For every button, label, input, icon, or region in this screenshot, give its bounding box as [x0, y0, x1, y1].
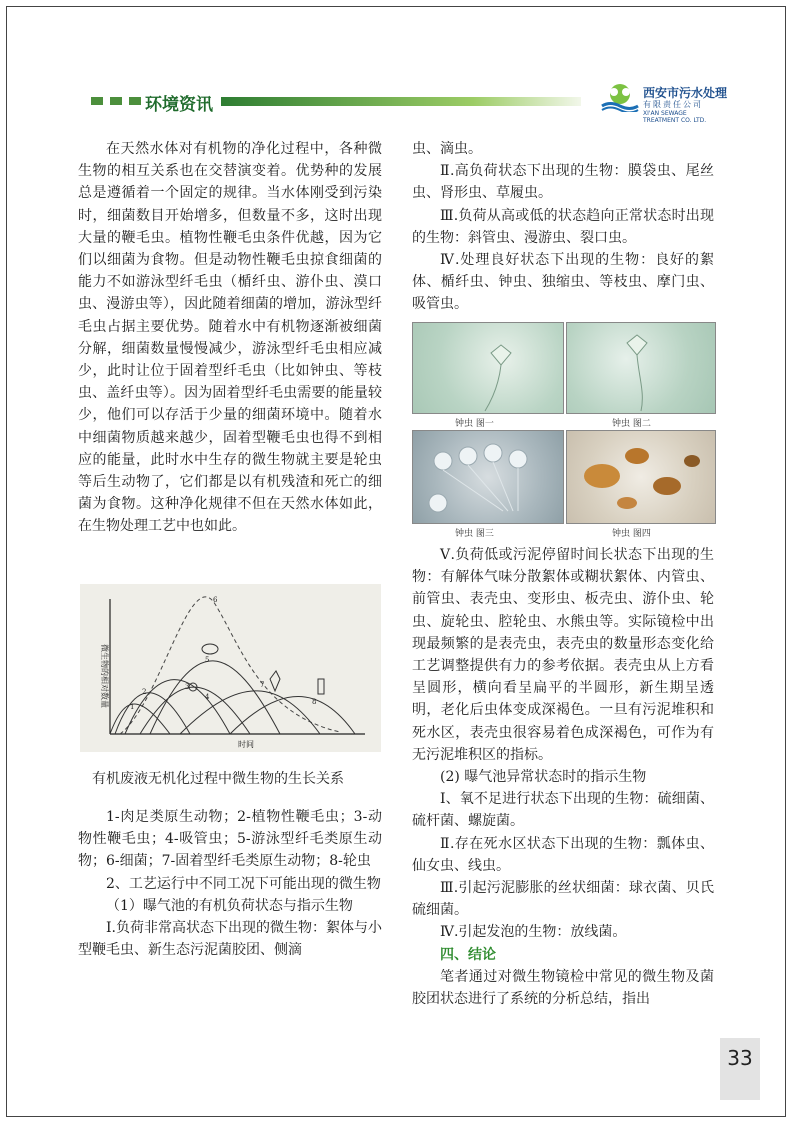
figure-legend: 1-肉足类原生动物；2-植物性鞭毛虫；3-动物性鞭毛虫；4-吸管虫；5-游泳型纤毛类原生动物；6-细菌；7-固着型纤毛类原生动物；8-轮虫	[78, 809, 382, 870]
vorticella-colony-icon	[413, 431, 563, 523]
vorticella-icon	[567, 323, 715, 413]
abnormal-item-2: Ⅱ.存在死水区状态下出现的生物：瓢体虫、仙女虫、线虫。	[412, 835, 714, 874]
section-title: 环境资讯	[145, 95, 213, 115]
abnormal-item-1: Ⅰ、氧不足进行状态下出现的生物：硫细菌、硫杆菌、螺旋菌。	[412, 791, 714, 830]
logo-en-line2: TREATMENT CO. LTD.	[643, 117, 707, 124]
curve-label: 2	[142, 688, 147, 696]
x-axis-label: 时间	[238, 740, 254, 749]
curve-label: 7	[260, 681, 265, 689]
chart-background	[80, 584, 381, 752]
continued-text: 虫、滴虫。	[412, 141, 482, 157]
logo-name-cn2: 有限责任公司	[643, 100, 703, 109]
load-item-3: Ⅲ.负荷从高或低的状态趋向正常状态时出现的生物：斜管虫、漫游虫、裂口虫。	[412, 207, 714, 246]
header-square-icon	[110, 97, 122, 105]
right-column-top	[412, 138, 714, 316]
curve-label: 1	[130, 703, 135, 711]
curve-label: 8	[312, 698, 317, 706]
abnormal-item-3: Ⅲ.引起污泥膨胀的丝状细菌：球衣菌、贝氏硫细菌。	[412, 880, 714, 919]
section-heading-4: 四、结论	[440, 946, 496, 963]
load-item-4: Ⅳ.处理良好状态下出现的生物：良好的絮体、楯纤虫、钟虫、独缩虫、等枝虫、摩门虫、吸管虫。	[412, 252, 714, 313]
right-column-bottom	[412, 544, 714, 1010]
paragraph-intro: 在天然水体对有机物的净化过程中，各种微生物的相互关系也在交替演变着。优势种的发展总是遵循着一个固定的规律。当水体刚受到污染时，细菌数目开始增多，但数量不多，这时出现大量的鞭毛虫。植物性鞭毛虫条件优越，因为它们以细菌为食物。但是动物性鞭毛虫掠食细菌的能力不如游泳型纤毛虫（楯纤虫、游仆虫、漠口虫、漫游虫等），因此随着细菌的增加，游泳型纤毛虫占据主要优势。随着水中有机物逐渐被细菌分解，细菌数量慢慢减少，游泳型纤毛虫相应减少，此时让位于固着型纤毛虫（比如钟虫、等枝虫、盖纤虫等）。因为固着型纤毛虫需要的能量较少，他们可以存活于少量的细菌环境中。随着水中细菌物质越来越少，固着型鞭毛虫也得不到相应的能量，此时水中生存的微生物就主要是轮虫等后生动物了，它们都是以有机残渣和死亡的细菌为食物。这种净化规律不但在天然水体如此，在生物处理工艺中也如此。	[78, 141, 382, 535]
curve-label: 6	[213, 596, 218, 604]
header-square-icon	[129, 97, 141, 105]
load-item-1: Ⅰ.负荷非常高状态下出现的微生物：絮体与小型鞭毛虫、新生态污泥菌胶团、侧滴	[78, 920, 382, 959]
curve-label: 4	[205, 693, 210, 701]
left-column-top	[78, 138, 382, 538]
abnormal-item-4: Ⅳ.引起发泡的生物：放线菌。	[440, 924, 627, 941]
photo-caption: 钟虫 图三	[455, 529, 494, 539]
photo-vorticella-4	[566, 430, 716, 524]
photo-vorticella-2	[566, 322, 716, 414]
subsection-heading-2: (2) 曝气池异常状态时的指示生物	[440, 769, 647, 786]
curve-label: 5	[205, 656, 210, 664]
load-item-5: Ⅴ.负荷低或污泥停留时间长状态下出现的生物：有解体气味分散絮体或糊状絮体、内管虫、前管虫、表壳虫、变形虫、板壳虫、游仆虫、轮虫、旋轮虫、腔轮虫、水熊虫等。实际镜检中出现最频繁的是表壳虫，表壳虫的数量形态变化给工艺调整提供有力的参考依据。表壳虫从上方看呈圆形，横向看呈扁平的半圆形，新生期呈透明，老化后虫体变成深褐色。一旦有污泥堆积和死水区，表壳虫很容易着色成深褐色，可作为有无污泥堆积区的指标。	[412, 547, 714, 763]
left-column-bottom	[78, 806, 382, 961]
photo-caption: 钟虫 图二	[612, 419, 651, 429]
logo-name-en	[643, 110, 706, 124]
header-bar	[221, 97, 581, 106]
section-heading-2: 2、工艺运行中不同工况下可能出现的微生物	[106, 875, 381, 892]
company-logo-icon	[600, 82, 640, 112]
growth-chart	[80, 584, 381, 752]
conclusion-text: 笔者通过对微生物镜检中常见的微生物及菌胶团状态进行了系统的分析总结，指出	[412, 968, 714, 1008]
photo-caption: 钟虫 图一	[455, 419, 494, 429]
figure-caption: 有机废液无机化过程中微生物的生长关系	[92, 771, 344, 787]
page-number: 33	[727, 1046, 753, 1070]
photo-vorticella-1	[412, 322, 564, 414]
load-item-2: Ⅱ.高负荷状态下出现的生物：膜袋虫、尾丝虫、肾形虫、草履虫。	[412, 163, 714, 202]
photo-caption: 钟虫 图四	[612, 529, 651, 539]
curve-label: 3	[185, 683, 190, 691]
subsection-heading-1: （1）曝气池的有机负荷状态与指示生物	[106, 897, 353, 914]
sludge-floc-icon	[567, 431, 715, 523]
vorticella-icon	[413, 323, 563, 413]
logo-name-cn: 西安市污水处理	[643, 86, 728, 100]
logo-en-line1: XI'AN SEWAGE	[643, 110, 687, 117]
photo-vorticella-3	[412, 430, 564, 524]
y-axis-label: 微生物的相对数量	[100, 644, 109, 708]
header-square-icon	[91, 97, 103, 105]
